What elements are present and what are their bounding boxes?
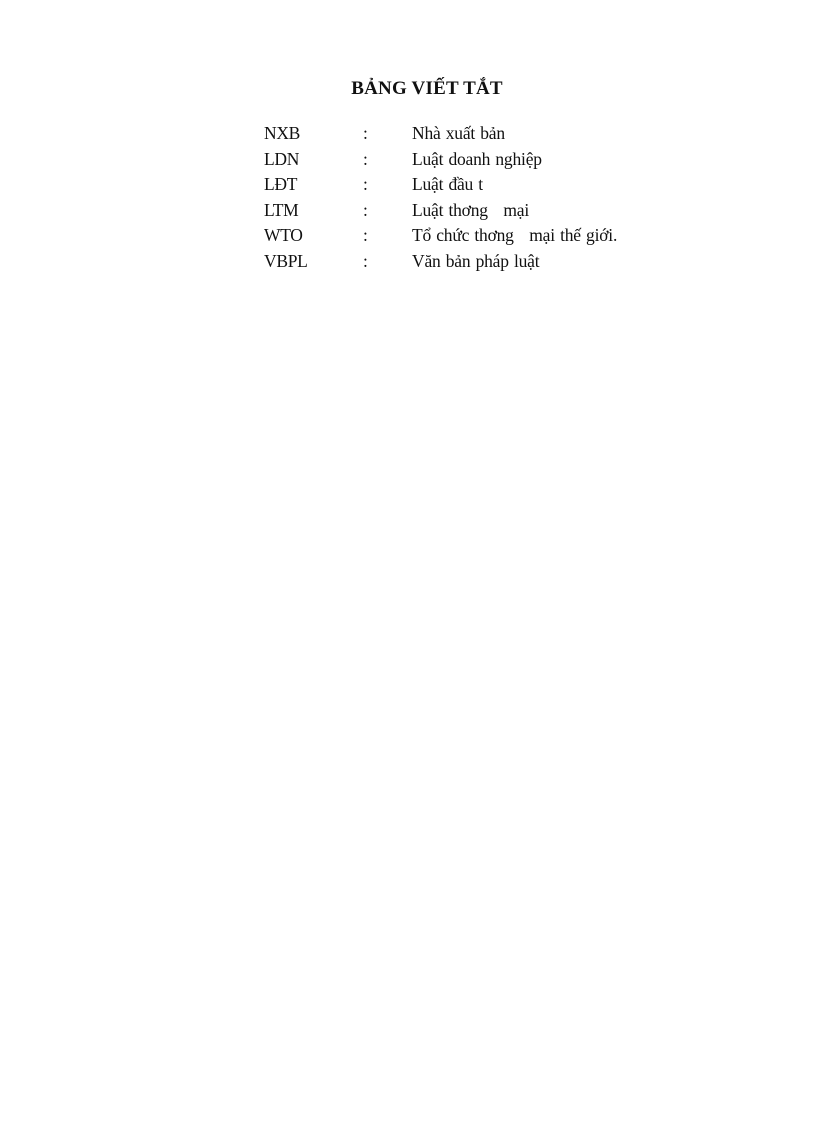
abbreviation-meaning: Luật doanh nghiệp xyxy=(412,148,542,169)
list-item xyxy=(264,223,684,249)
abbreviation-separator: : xyxy=(363,148,368,169)
page-title: BẢNG VIẾT TẮT xyxy=(351,78,503,99)
abbreviation-separator: : xyxy=(363,174,368,194)
abbreviation-meaning: Nhà xuất bản xyxy=(412,123,505,143)
abbreviation-separator: : xyxy=(363,199,368,220)
list-item xyxy=(264,172,684,198)
abbreviation-separator: : xyxy=(363,250,368,271)
list-item xyxy=(264,249,684,275)
abbreviation-separator: : xyxy=(363,123,368,143)
abbreviation-code: VBPL xyxy=(264,250,308,271)
abbreviation-code: NXB xyxy=(264,123,301,143)
list-item xyxy=(264,198,684,224)
list-item xyxy=(264,121,684,147)
abbreviation-meaning: Luật đầu t xyxy=(412,174,483,194)
abbreviation-meaning: Luật thơng mại xyxy=(412,199,529,220)
abbreviation-code: LĐT xyxy=(264,174,298,194)
abbreviation-code: LDN xyxy=(264,148,300,169)
abbreviation-meaning: Tổ chức thơng mại thế giới. xyxy=(412,225,618,245)
abbreviation-separator: : xyxy=(363,225,368,245)
abbreviation-code: WTO xyxy=(264,225,303,245)
abbreviation-meaning: Văn bản pháp luật xyxy=(412,250,540,271)
abbreviation-list xyxy=(264,121,684,274)
abbreviation-code: LTM xyxy=(264,199,299,220)
title-container xyxy=(0,78,816,100)
list-item xyxy=(264,147,684,173)
